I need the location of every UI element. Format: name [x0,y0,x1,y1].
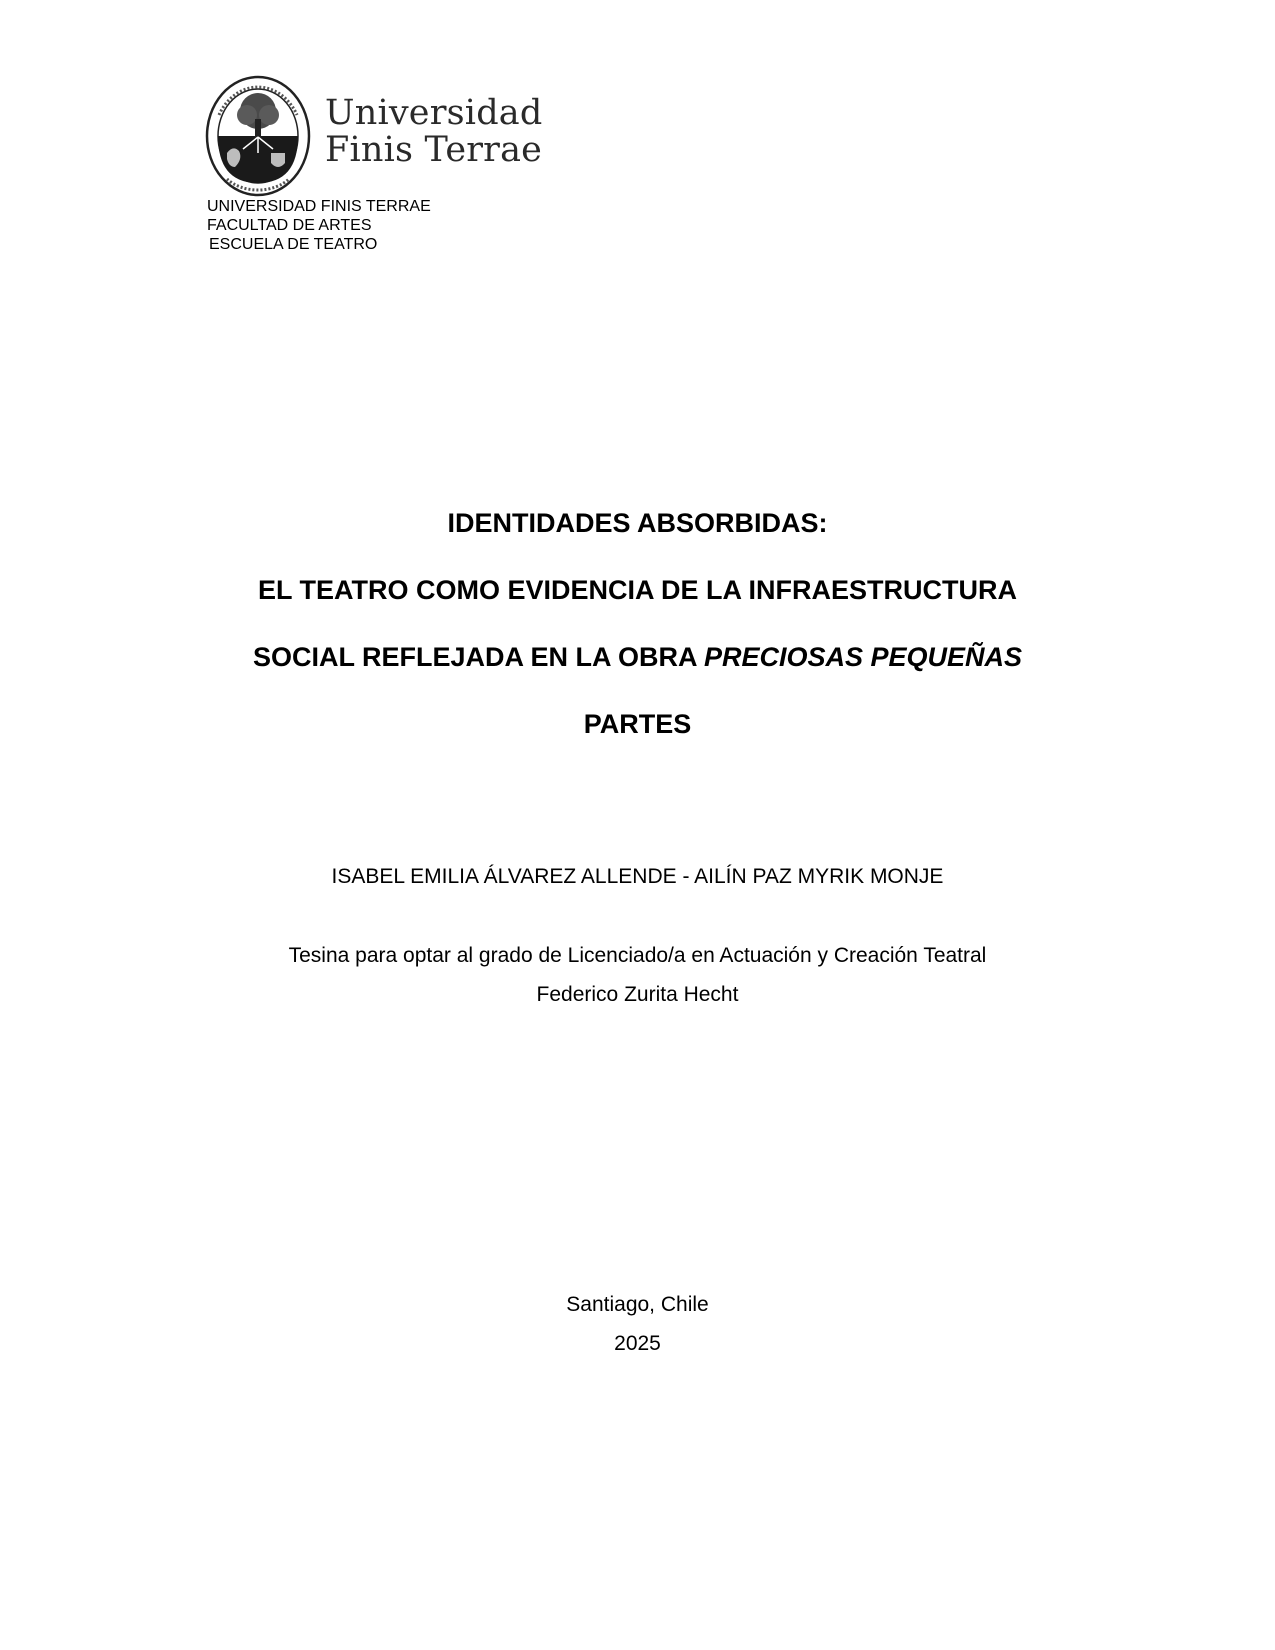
university-seal-icon [205,75,311,197]
title-line-3-italic: PRECIOSAS PEQUEÑAS [703,642,1023,672]
institution-name: UNIVERSIDAD FINIS TERRAE [207,198,431,215]
school-name: ESCUELA DE TEATRO [209,236,378,253]
title-line-2: EL TEATRO COMO EVIDENCIA DE LA INFRAESTRUCTURA [257,575,1017,605]
faculty-name: FACULTAD DE ARTES [207,217,372,234]
place: Santiago, Chile [566,1293,709,1316]
degree-statement: Tesina para optar al grado de Licenciado/a en Actuación y Creación Teatral [288,944,987,967]
authors: ISABEL EMILIA ÁLVAREZ ALLENDE - AILÍN PAZ MYRIK MONJE [331,865,944,888]
wordmark-line2: Finis Terrae [325,130,543,170]
wordmark-line1: Universidad [325,93,543,133]
year: 2025 [614,1332,661,1355]
title-line-3-regular: SOCIAL REFLEJADA EN LA OBRA [252,642,704,672]
institution-block [207,197,431,254]
university-wordmark [325,95,542,169]
title-line-1: IDENTIDADES ABSORBIDAS: [447,508,828,538]
university-logo [205,75,565,197]
advisor-name: Federico Zurita Hecht [536,983,739,1006]
title-line-4: PARTES [583,709,692,739]
title-line-3 [0,642,1275,673]
